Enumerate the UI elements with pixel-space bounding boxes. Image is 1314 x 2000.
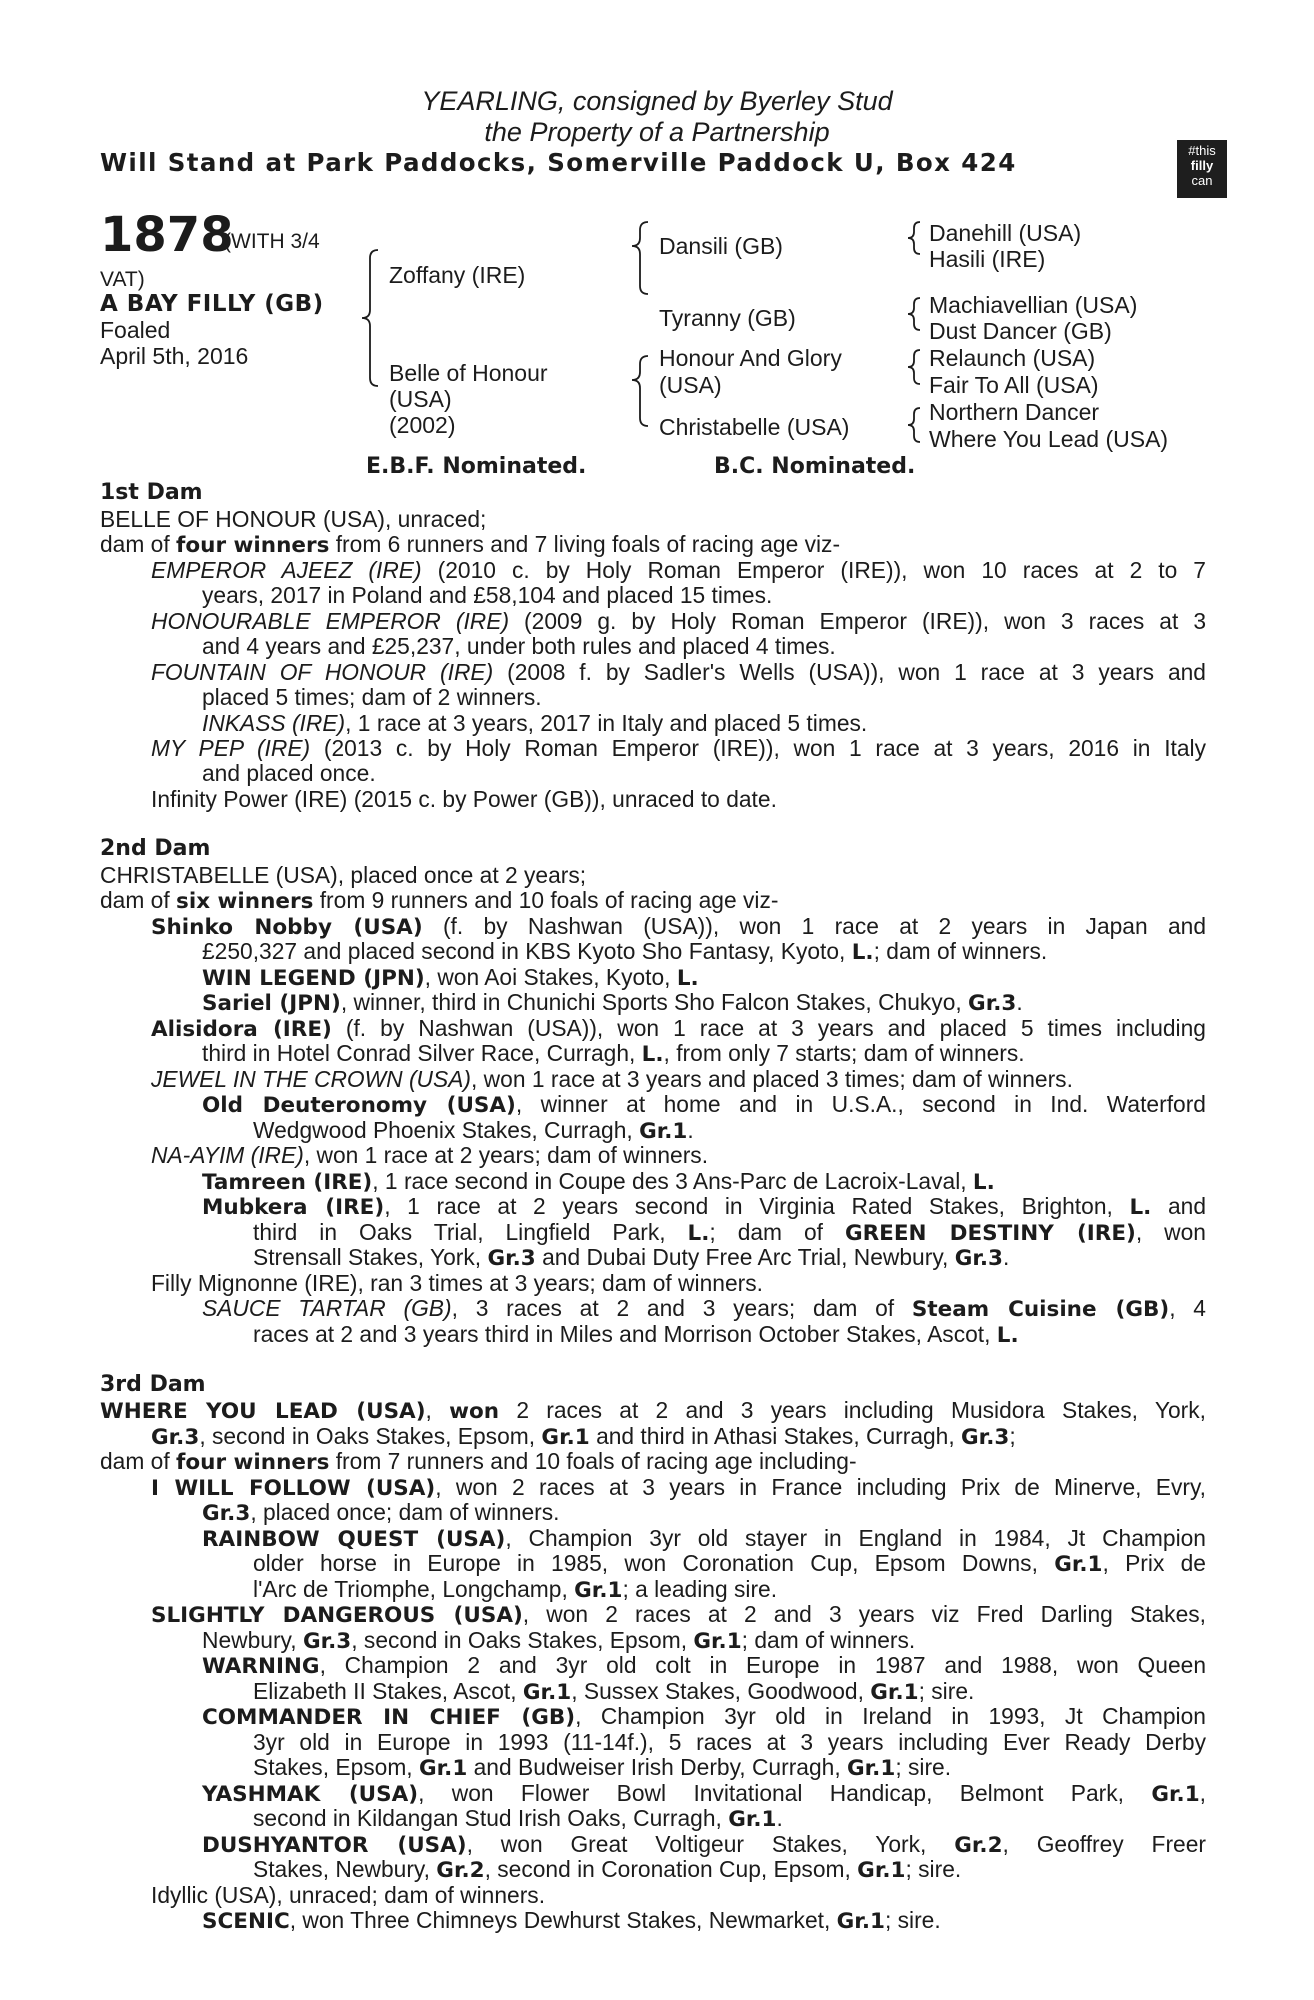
vat-note: (WITH 3/4 bbox=[224, 230, 320, 253]
third-dam-line: Gr.3, placed once; dam of winners. bbox=[202, 1499, 560, 1526]
brace-g2 bbox=[908, 298, 920, 330]
third-dam-line: Newbury, Gr.3, second in Oaks Stakes, Epsom, Gr.1; dam of winners. bbox=[202, 1627, 916, 1654]
pedigree-dam-sire: Honour And Glory bbox=[659, 345, 842, 371]
third-dam-line: Stakes, Epsom, Gr.1 and Budweiser Irish Derby, Curragh, Gr.1; sire. bbox=[253, 1754, 952, 1781]
badge-line: can bbox=[1191, 173, 1213, 188]
third-dam-line: older horse in Europe in 1985, won Coronation Cup, Epsom Downs, Gr.1, Prix de bbox=[253, 1550, 1206, 1577]
second-dam-line: £250,327 and placed second in KBS Kyoto Sho Fantasy, Kyoto, L.; dam of winners. bbox=[202, 938, 1048, 965]
vat-note-cont: VAT) bbox=[100, 268, 145, 291]
second-dam-line: Strensall Stakes, York, Gr.3 and Dubai Duty Free Arc Trial, Newbury, Gr.3. bbox=[253, 1244, 1010, 1271]
brace-g3 bbox=[908, 350, 920, 384]
second-dam-line: third in Hotel Conrad Silver Race, Curragh, L., from only 7 starts; dam of winners. bbox=[202, 1040, 1025, 1067]
first-dam-line: HONOURABLE EMPEROR (IRE) (2009 g. by Holy Roman Emperor (IRE)), won 3 races at 3 bbox=[151, 608, 1206, 634]
third-dam-line: l'Arc de Triomphe, Longchamp, Gr.1; a leading sire. bbox=[253, 1576, 778, 1603]
pedigree-dam-sire-cont: (USA) bbox=[659, 372, 722, 398]
second-dam-heading: 2nd Dam bbox=[100, 836, 211, 861]
third-dam-line: RAINBOW QUEST (USA), Champion 3yr old stayer in England in 1984, Jt Champion bbox=[202, 1525, 1206, 1552]
first-dam-line: placed 5 times; dam of 2 winners. bbox=[202, 684, 542, 710]
third-dam-line: COMMANDER IN CHIEF (GB), Champion 3yr old in Ireland in 1993, Jt Champion bbox=[202, 1703, 1206, 1730]
pedigree-sire-sire: Dansili (GB) bbox=[659, 233, 783, 259]
second-dam-line: NA-AYIM (IRE), won 1 race at 2 years; dam of winners. bbox=[151, 1142, 709, 1168]
third-dam-line: YASHMAK (USA), won Flower Bowl Invitational Handicap, Belmont Park, Gr.1, bbox=[202, 1780, 1206, 1807]
consignor-line: YEARLING, consigned by Byerley Stud bbox=[421, 86, 893, 116]
pedigree-dam-cont: (USA) bbox=[389, 386, 452, 412]
first-dam-line: INKASS (IRE), 1 race at 3 years, 2017 in Italy and placed 5 times. bbox=[202, 710, 868, 736]
second-dam-line: Alisidora (IRE) (f. by Nashwan (USA)), won 1 race at 3 years and placed 5 times including bbox=[151, 1015, 1206, 1042]
second-dam-line: SAUCE TARTAR (GB), 3 races at 2 and 3 years; dam of Steam Cuisine (GB), 4 bbox=[202, 1295, 1206, 1322]
foaled-label: Foaled bbox=[100, 317, 171, 343]
pedigree-g8: Where You Lead (USA) bbox=[929, 426, 1169, 452]
first-dam-line: dam of four winners from 6 runners and 7 living foals of racing age viz- bbox=[100, 531, 841, 558]
pedigree-g3: Machiavellian (USA) bbox=[929, 292, 1138, 318]
third-dam-line: Elizabeth II Stakes, Ascot, Gr.1, Sussex Stakes, Goodwood, Gr.1; sire. bbox=[253, 1678, 975, 1705]
first-dam-heading: 1st Dam bbox=[100, 480, 203, 505]
badge-line: #this bbox=[1188, 143, 1216, 158]
pedigree-g6: Fair To All (USA) bbox=[929, 372, 1099, 398]
first-dam-line: and 4 years and £25,237, under both rules and placed 4 times. bbox=[202, 633, 836, 659]
third-dam-line: 3yr old in Europe in 1993 (11-14f.), 5 races at 3 years including Ever Ready Derby bbox=[253, 1729, 1206, 1755]
pedigree-g4: Dust Dancer (GB) bbox=[929, 318, 1112, 344]
second-dam-line: Sariel (JPN), winner, third in Chunichi Sports Sho Falcon Stakes, Chukyo, Gr.3. bbox=[202, 989, 1023, 1016]
first-dam-line: years, 2017 in Poland and £58,104 and placed 15 times. bbox=[202, 582, 773, 608]
first-dam-line: and placed once. bbox=[202, 760, 376, 786]
first-dam-line: Infinity Power (IRE) (2015 c. by Power (GB)), unraced to date. bbox=[151, 786, 777, 812]
brace-g4 bbox=[908, 408, 920, 442]
second-dam-line: Mubkera (IRE), 1 race at 2 years second in Virginia Rated Stakes, Brighton, L. and bbox=[202, 1193, 1207, 1220]
second-dam-line: WIN LEGEND (JPN), won Aoi Stakes, Kyoto, L. bbox=[202, 964, 699, 991]
first-dam-line: FOUNTAIN OF HONOUR (IRE) (2008 f. by Sadler's Wells (USA)), won 1 race at 3 years and bbox=[151, 659, 1206, 685]
third-dam-line: I WILL FOLLOW (USA), won 2 races at 3 years in France including Prix de Minerve, Evry, bbox=[151, 1474, 1206, 1501]
ebf-nominated: E.B.F. Nominated. bbox=[366, 454, 587, 479]
pedigree-g1: Danehill (USA) bbox=[929, 220, 1082, 246]
second-dam-line: Tamreen (IRE), 1 race second in Coupe des 3 Ans-Parc de Lacroix-Laval, L. bbox=[202, 1168, 995, 1195]
pedigree-g7: Northern Dancer bbox=[929, 399, 1100, 425]
second-dam-line: Wedgwood Phoenix Stakes, Curragh, Gr.1. bbox=[253, 1117, 694, 1144]
second-dam-line: dam of six winners from 9 runners and 10 foals of racing age viz- bbox=[100, 887, 779, 914]
second-dam-line: Old Deuteronomy (USA), winner at home and in U.S.A., second in Ind. Waterford bbox=[202, 1091, 1206, 1118]
pedigree-sire-dam: Tyranny (GB) bbox=[659, 305, 796, 331]
location-line: Will Stand at Park Paddocks, Somerville Paddock U, Box 424 bbox=[100, 148, 1017, 177]
pedigree-sire: Zoffany (IRE) bbox=[389, 262, 526, 288]
lot-title: A BAY FILLY (GB) bbox=[100, 291, 324, 317]
brace-sire-line bbox=[632, 222, 648, 294]
badge-line: filly bbox=[1190, 158, 1214, 173]
second-dam-line: races at 2 and 3 years third in Miles and Morrison October Stakes, Ascot, L. bbox=[253, 1321, 1019, 1348]
third-dam-line: WARNING, Champion 2 and 3yr old colt in Europe in 1987 and 1988, won Queen bbox=[202, 1652, 1206, 1679]
third-dam-heading: 3rd Dam bbox=[100, 1372, 206, 1397]
property-line: the Property of a Partnership bbox=[484, 117, 830, 147]
second-dam-line: third in Oaks Trial, Lingfield Park, L.; dam of GREEN DESTINY (IRE), won bbox=[253, 1219, 1206, 1246]
second-dam-line: Filly Mignonne (IRE), ran 3 times at 3 years; dam of winners. bbox=[151, 1270, 763, 1296]
second-dam-line: JEWEL IN THE CROWN (USA), won 1 race at 3 years and placed 3 times; dam of winners. bbox=[151, 1066, 1073, 1092]
third-dam-line: Stakes, Newbury, Gr.2, second in Coronation Cup, Epsom, Gr.1; sire. bbox=[253, 1856, 962, 1883]
third-dam-line: SLIGHTLY DANGEROUS (USA), won 2 races at 2 and 3 years viz Fred Darling Stakes, bbox=[151, 1601, 1206, 1628]
second-dam-line: Shinko Nobby (USA) (f. by Nashwan (USA)), won 1 race at 2 years in Japan and bbox=[151, 913, 1206, 940]
bc-nominated: B.C. Nominated. bbox=[714, 454, 916, 479]
pedigree-brackets bbox=[0, 0, 1314, 470]
third-dam-line: dam of four winners from 7 runners and 10 foals of racing age including- bbox=[100, 1448, 857, 1475]
third-dam-line: Idyllic (USA), unraced; dam of winners. bbox=[151, 1882, 546, 1908]
brace-g1 bbox=[908, 222, 920, 254]
second-dam-line: CHRISTABELLE (USA), placed once at 2 years; bbox=[100, 862, 587, 888]
first-dam-line: MY PEP (IRE) (2013 c. by Holy Roman Emperor (IRE)), won 1 race at 3 years, 2016 in Italy bbox=[151, 735, 1207, 761]
third-dam-line: Gr.3, second in Oaks Stakes, Epsom, Gr.1 and third in Athasi Stakes, Curragh, Gr.3; bbox=[151, 1423, 1016, 1450]
pedigree-g2: Hasili (IRE) bbox=[929, 246, 1046, 272]
pedigree-dam: Belle of Honour bbox=[389, 360, 548, 386]
third-dam-line: SCENIC, won Three Chimneys Dewhurst Stakes, Newmarket, Gr.1; sire. bbox=[202, 1907, 941, 1934]
third-dam-line: DUSHYANTOR (USA), won Great Voltigeur Stakes, York, Gr.2, Geoffrey Freer bbox=[202, 1831, 1206, 1858]
first-dam-line: EMPEROR AJEEZ (IRE) (2010 c. by Holy Roman Emperor (IRE)), won 10 races at 2 to 7 bbox=[151, 557, 1206, 583]
brace-gen1 bbox=[362, 250, 378, 386]
brace-dam-line bbox=[632, 356, 648, 426]
first-dam-line: BELLE OF HONOUR (USA), unraced; bbox=[100, 506, 487, 532]
foaled-date: April 5th, 2016 bbox=[100, 343, 249, 369]
pedigree-dam-year: (2002) bbox=[389, 412, 456, 438]
pedigree-g5: Relaunch (USA) bbox=[929, 345, 1096, 371]
pedigree-dam-dam: Christabelle (USA) bbox=[659, 414, 850, 440]
lot-number: 1878 bbox=[100, 207, 234, 263]
third-dam-line: WHERE YOU LEAD (USA), won 2 races at 2 and 3 years including Musidora Stakes, York, bbox=[100, 1397, 1206, 1424]
third-dam-line: second in Kildangan Stud Irish Oaks, Curragh, Gr.1. bbox=[253, 1805, 783, 1832]
